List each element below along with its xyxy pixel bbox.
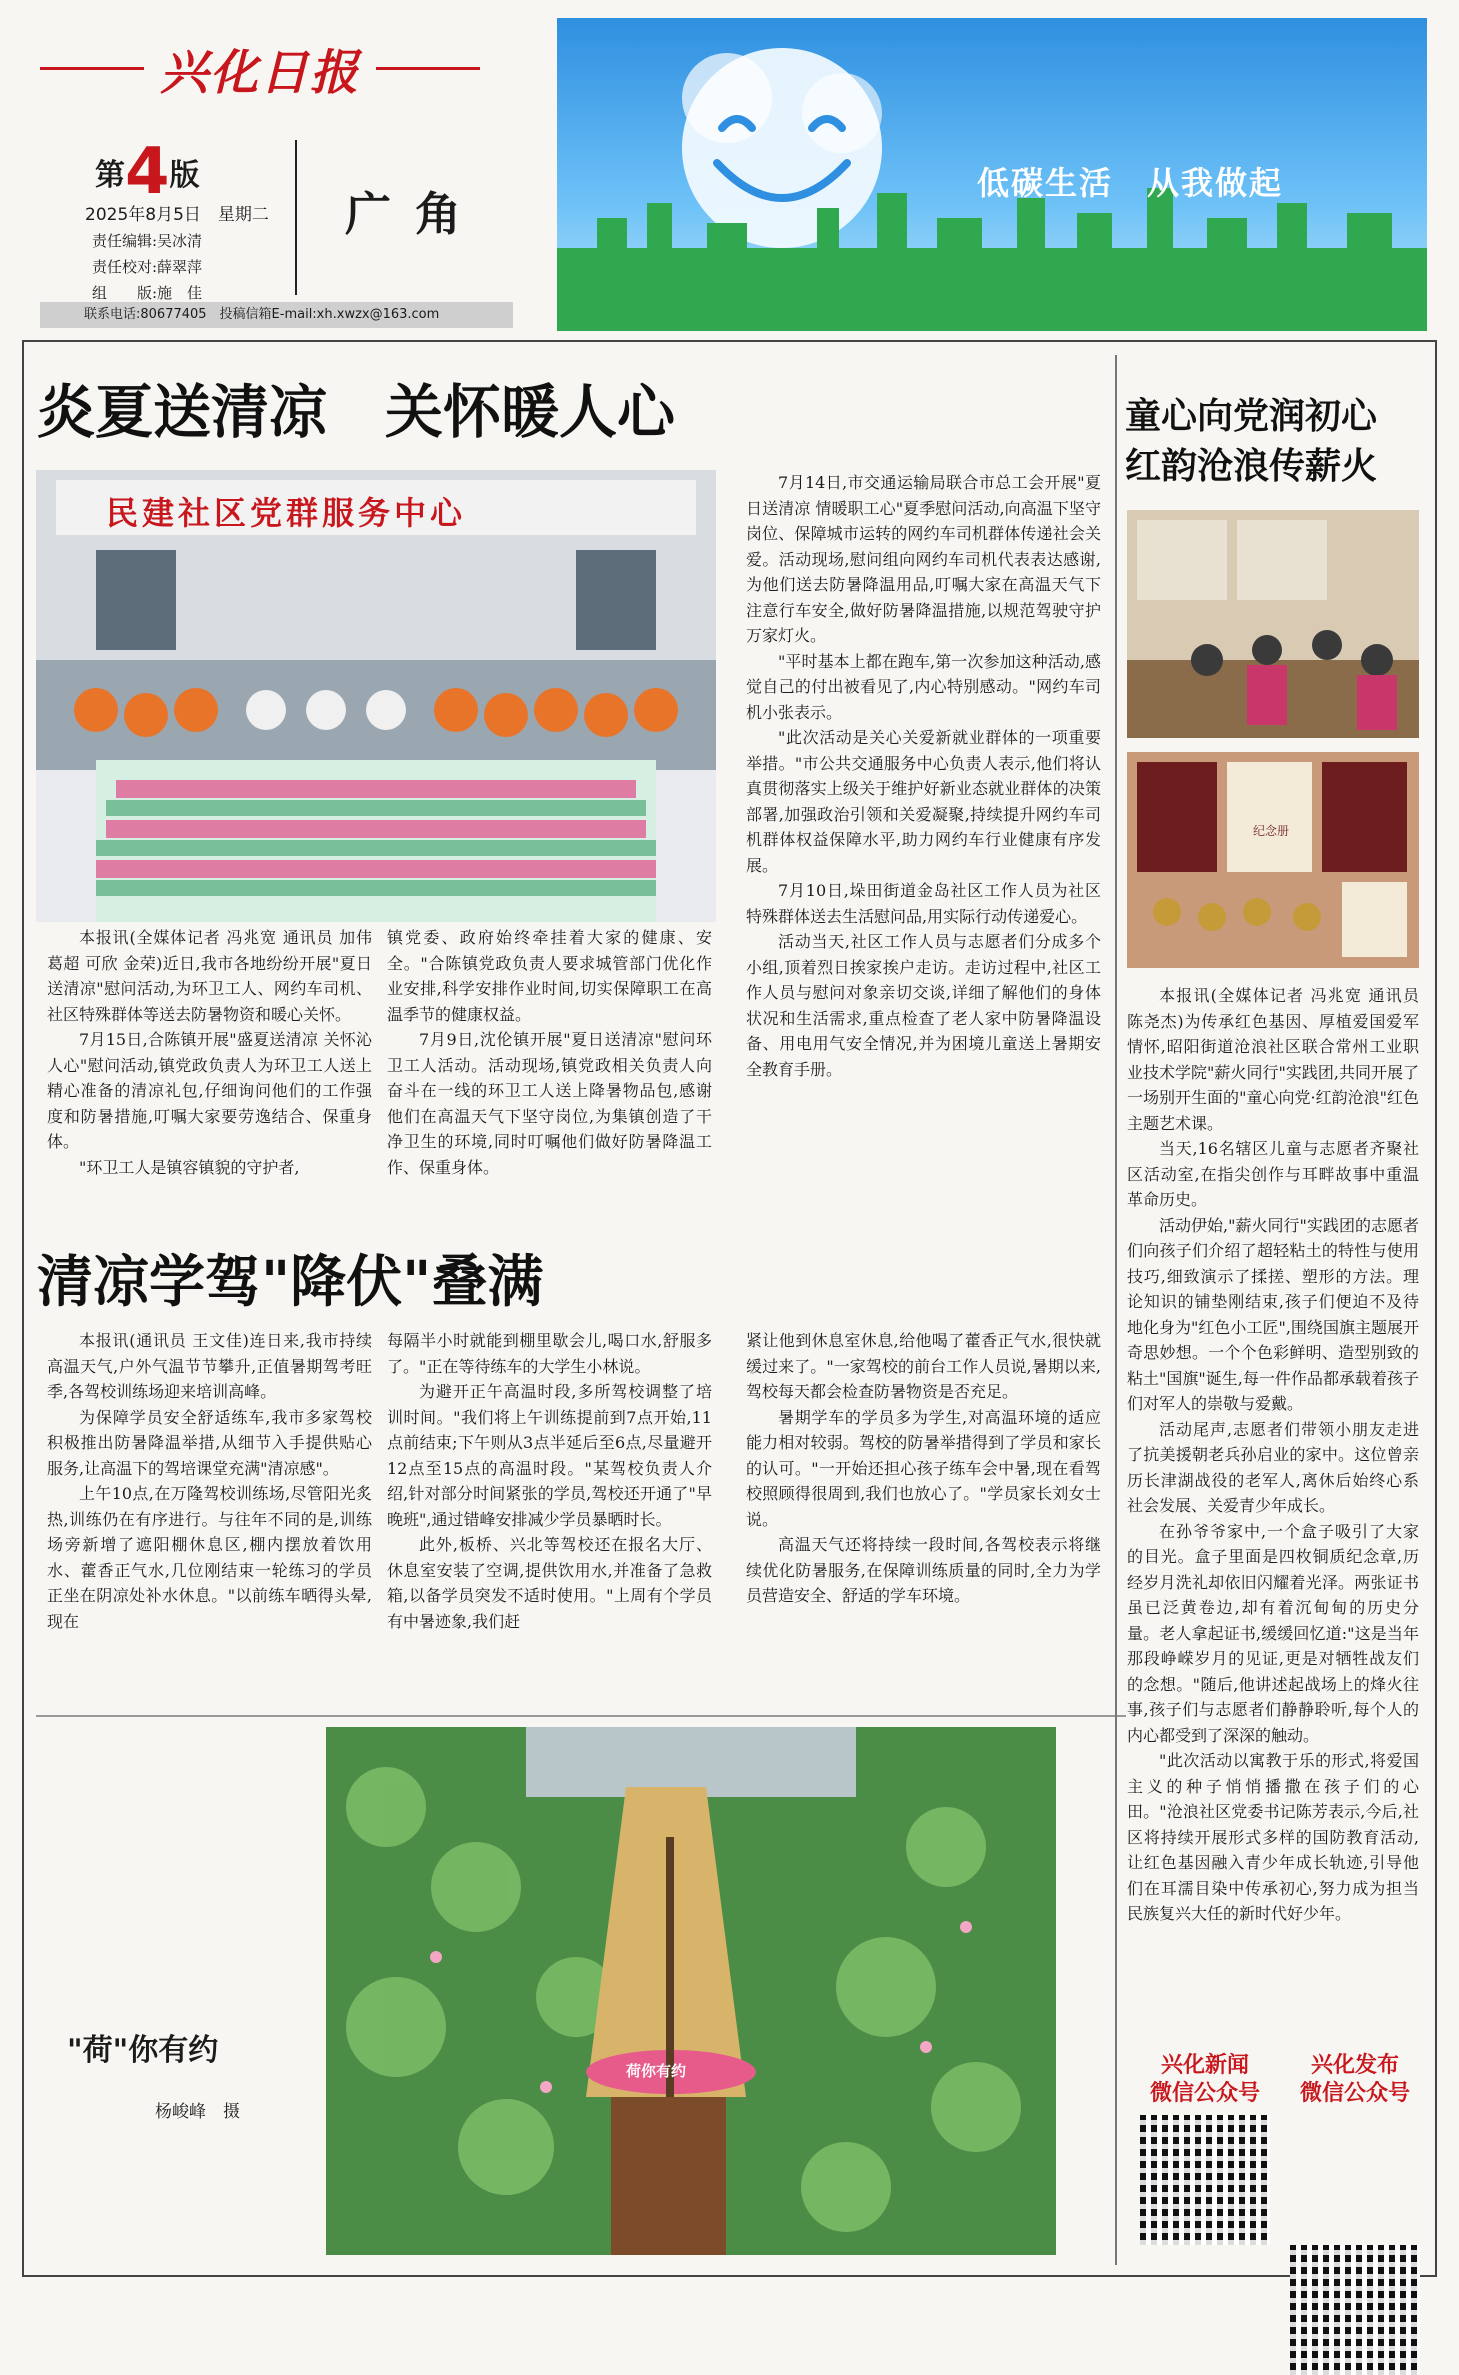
article1-col3	[746, 470, 1101, 1082]
article3-headline-line1: 童心向党润初心	[1125, 396, 1378, 437]
qr-code-xinghua-release[interactable]	[1290, 2245, 1420, 2375]
banner-slogan: 低碳生活 从我做起	[977, 164, 1284, 202]
article2-col1-p1: 本报讯(通讯员 王文佳)连日来,我市持续高温天气,户外气温节节攀升,正值暑期驾考旺季,各驾校训练场迎来培训高峰。	[47, 1331, 372, 1401]
article2-col1-p3: 上午10点,在万隆驾校训练场,尽管阳光炙热,训练仍在有序进行。与往年不同的是,训练场旁新增了遮阳棚休息区,棚内摆放着饮用水、藿香正气水,几位刚结束一轮练习的学员正坐在阴凉处补水休息。"以前练车晒得头晕,现在	[47, 1484, 372, 1631]
certificate-text: 纪念册	[1253, 824, 1290, 838]
edition-prefix: 第	[95, 158, 125, 193]
article2-col1	[47, 1328, 372, 1634]
article1-headline: 炎夏送清凉 关怀暖人心	[37, 378, 676, 446]
masthead-title	[40, 38, 480, 101]
article3-p6: "此次活动以寓教于乐的形式,将爱国主义的种子悄悄播撒在孩子们的心田。"沧浪社区党委书记陈芳表示,今后,社区将持续开展形式多样的国防教育活动,让红色基因融入青少年成长轨迹,引导他们在耳濡目染中传承初心,努力成为担当民族复兴大任的新时代好少年。	[1127, 1751, 1419, 1923]
qr-left-label2: 微信公众号	[1149, 2081, 1260, 2106]
article2-col1-p2: 为保障学员安全舒适练车,我市多家驾校积极推出防暑降温举措,从细节入手提供贴心服务,让高温下的驾培课堂充满"清凉感"。	[47, 1407, 372, 1478]
article2-col3	[746, 1328, 1101, 1609]
masthead-rule-left	[40, 67, 144, 70]
article3-p2: 当天,16名辖区儿童与志愿者齐聚社区活动室,在指尖创作与耳畔故事中重温革命历史。	[1127, 1139, 1419, 1209]
medals-certificates-image	[1127, 752, 1419, 968]
article2-col2	[387, 1328, 712, 1634]
article2-col3-p1: 紧让他到休息室休息,给他喝了藿香正气水,很快就缓过来了。"一家驾校的前台工作人员说,暑期以来,驾校每天都会检查防暑物资是否充足。	[746, 1331, 1101, 1401]
right-column-rule	[1115, 355, 1117, 2265]
article3-p4: 活动尾声,志愿者们带领小朋友走进了抗美援朝老兵孙启业的家中。这位曾亲历长津湖战役的老军人,离休后始终心系社会发展、关爱青少年成长。	[1127, 1419, 1419, 1515]
article1-col2-p2: 7月9日,沈伦镇开展"夏日送清凉"慰问环卫工人活动。活动现场,镇党政相关负责人向奋斗在一线的环卫工人送上降暑物品包,感谢他们在高温天气下坚守岗位,为集镇创造了干净卫生的环境,同时叮嘱他们做好防暑降温工作、保重身体。	[387, 1030, 712, 1177]
article1-col1-p3: "环卫工人是镇容镇貌的守护者,	[79, 1157, 300, 1177]
edition-suffix: 版	[169, 158, 200, 193]
article3-p1: 本报讯(全媒体记者 冯兆宽 通讯员 陈尧杰)为传承红色基因、厚植爱国爱军情怀,昭阳街道沧浪社区联合常州工业职业技术学院"薪火同行"实践团,共同开展了一场别开生面的"童心向党·红韵沧浪"红色主题艺术课。	[1127, 986, 1419, 1133]
layout-credit: 组 版:施 佳	[92, 284, 203, 302]
article2-col2-p1: 每隔半小时就能到棚里歇会儿,喝口水,舒服多了。"正在等待练车的大学生小林说。	[387, 1331, 712, 1376]
article1-col1-p1: 本报讯(全媒体记者 冯兆宽 通讯员 加伟 葛超 可欣 金荣)近日,我市各地纷纷开展"夏日送清凉"慰问活动,为环卫工人、网约车司机、社区特殊群体等送去防暑物资和暖心关怀。	[47, 928, 372, 1024]
masthead-divider	[295, 140, 297, 295]
article1-col3-p2: "平时基本上都在跑车,第一次参加这种活动,感觉自己的付出被看见了,内心特别感动。"网约车司机小张表示。	[746, 651, 1101, 722]
issue-date: 2025年8月5日 星期二	[85, 205, 269, 225]
article1-col1	[47, 925, 372, 1180]
qr-right-label2: 微信公众号	[1299, 2081, 1410, 2106]
group-photo-image	[36, 470, 716, 922]
article1-col3-p5: 活动当天,社区工作人员与志愿者们分成多个小组,顶着烈日挨家挨户走访。走访过程中,社区工作人员与慰问对象亲切交谈,详细了解他们的身体状况和生活需求,重点检查了老人家中防暑降温设备、用电用气安全情况,并为困境儿童送上暑期安全教育手册。	[746, 932, 1101, 1079]
paper-name: 兴化日报	[160, 44, 361, 101]
article2-headline: 清凉学驾"降伏"叠满	[37, 1250, 544, 1315]
article2-col3-p2: 暑期学车的学员多为学生,对高温环境的适应能力相对较弱。驾校的防暑举措得到了学员和家长的认可。"一开始还担心孩子练车会中暑,现在看驾校照顾得很周到,我们也放心了。"学员家长刘女士说。	[746, 1407, 1101, 1529]
article2-col2-p2: 为避开正午高温时段,多所驾校调整了培训时间。"我们将上午训练提前到7点开始,11点前结束;下午则从3点半延后至6点,尽量避开12点至15点的高温时段。"某驾校负责人介绍,针对部分时间紧张的学员,驾校还开通了"早晚班",通过错峰安排减少学员暴晒时长。	[387, 1382, 712, 1529]
qr-code-xinghua-news[interactable]	[1140, 2115, 1270, 2245]
article3-headline-line2: 红韵沧浪传薪火	[1125, 446, 1378, 487]
article3-body	[1127, 983, 1419, 1927]
feature-divider	[36, 1715, 1126, 1717]
children-activity-image	[1127, 510, 1419, 738]
proofreader-credit: 责任校对:薛翠萍	[92, 258, 203, 276]
credits	[92, 228, 202, 306]
article2-col2-p3: 此外,板桥、兴北等驾校还在报名大厅、休息室安装了空调,提供饮用水,并准备了急救箱,以备学员突发不适时使用。"上周有个学员有中暑迹象,我们赶	[387, 1535, 712, 1631]
article1-col2-p1: 镇党委、政府始终牵挂着大家的健康、安全。"合陈镇党政负责人要求城管部门优化作业安排,科学安排作业时间,切实保障职工在高温季节的健康权益。	[387, 928, 712, 1024]
qr-right-labels	[1290, 2052, 1420, 2108]
article1-col3-p1: 7月14日,市交通运输局联合市总工会开展"夏日送清凉 情暖职工心"夏季慰问活动,向高温下坚守岗位、保障城市运转的网约车司机群体传递社会关爱。活动现场,慰问组向网约车司机代表表达感谢,为他们送去防暑降温用品,叮嘱大家在高温天气下注意行车安全,做好防暑降温措施,以规范驾驶守护万家灯火。	[746, 473, 1101, 645]
article1-col1-p2: 7月15日,合陈镇开展"盛夏送清凉 关怀沁人心"慰问活动,镇党政负责人为环卫工人送上精心准备的清凉礼包,仔细询问他们的工作强度和防暑措施,叮嘱大家要劳逸结合、保重身体。	[47, 1030, 372, 1151]
feature-title: "荷"你有约	[67, 2033, 219, 2068]
edition-number	[95, 135, 200, 209]
boat-sign: 荷你有约	[626, 2062, 687, 2080]
article3-photo-medals	[1127, 752, 1419, 968]
article1-col3-p3: "此次活动是关心关爱新就业群体的一项重要举措。"市公共交通服务中心负责人表示,他们将认真贯彻落实上级关于维护好新业态就业群体的决策部署,加强政治引领和关爱凝聚,持续提升网约车司机群体权益保障水平,助力网约车行业健康有序发展。	[746, 728, 1101, 875]
edition-num: 4	[125, 135, 170, 209]
qr-right-label1: 兴化发布	[1310, 2053, 1399, 2078]
article1-photo	[36, 470, 716, 922]
masthead-rule-right	[376, 67, 480, 70]
article1-col3-p4: 7月10日,垛田街道金岛社区工作人员为社区特殊群体送去生活慰问品,用实际行动传递爱心。	[746, 881, 1101, 926]
qr-left-labels	[1140, 2052, 1270, 2108]
section-title: 广角	[345, 187, 485, 241]
qr-left-label1: 兴化新闻	[1160, 2053, 1249, 2078]
lotus-photo	[326, 1727, 1056, 2255]
contact-bar: 联系电话:80677405 投稿信箱E-mail:xh.xwzx@163.com	[40, 302, 513, 328]
article2-col3-p3: 高温天气还将持续一段时间,各驾校表示将继续优化防暑服务,在保障训练质量的同时,全力为学员营造安全、舒适的学车环境。	[746, 1535, 1101, 1605]
article3-headline	[1125, 392, 1377, 492]
lotus-pond-image	[326, 1727, 1056, 2255]
party-center-sign: 民建社区党群服务中心	[106, 494, 467, 532]
article1-col2	[387, 925, 712, 1180]
article3-p3: 活动伊始,"薪火同行"实践团的志愿者们向孩子们介绍了超轻粘土的特性与使用技巧,细致演示了揉搓、塑形的方法。理论知识的铺垫刚结束,孩子们便迫不及待地化身为"红色小工匠",围绕国旗主题展开奇思妙想。一个个色彩鲜明、造型别致的粘土"国旗"诞生,每一件作品都承载着孩子们对军人的崇敬与爱戴。	[1127, 1215, 1419, 1413]
article3-photo-class	[1127, 510, 1419, 738]
low-carbon-banner	[557, 18, 1427, 331]
article3-p5: 在孙爷爷家中,一个盒子吸引了大家的目光。盒子里面是四枚铜质纪念章,历经岁月洗礼却依旧闪耀着光泽。两张证书虽已泛黄卷边,却有着沉甸甸的历史分量。老人拿起证书,缓缓回忆道:"这是当年那段峥嵘岁月的见证,更是对牺牲战友们的念想。"随后,他讲述起战场上的烽火往事,孩子们与志愿者们静静聆听,每个人的内心都受到了深深的触动。	[1127, 1521, 1419, 1745]
editor-credit: 责任编辑:吴冰清	[92, 232, 203, 250]
feature-credit: 杨峻峰 摄	[155, 2102, 240, 2122]
